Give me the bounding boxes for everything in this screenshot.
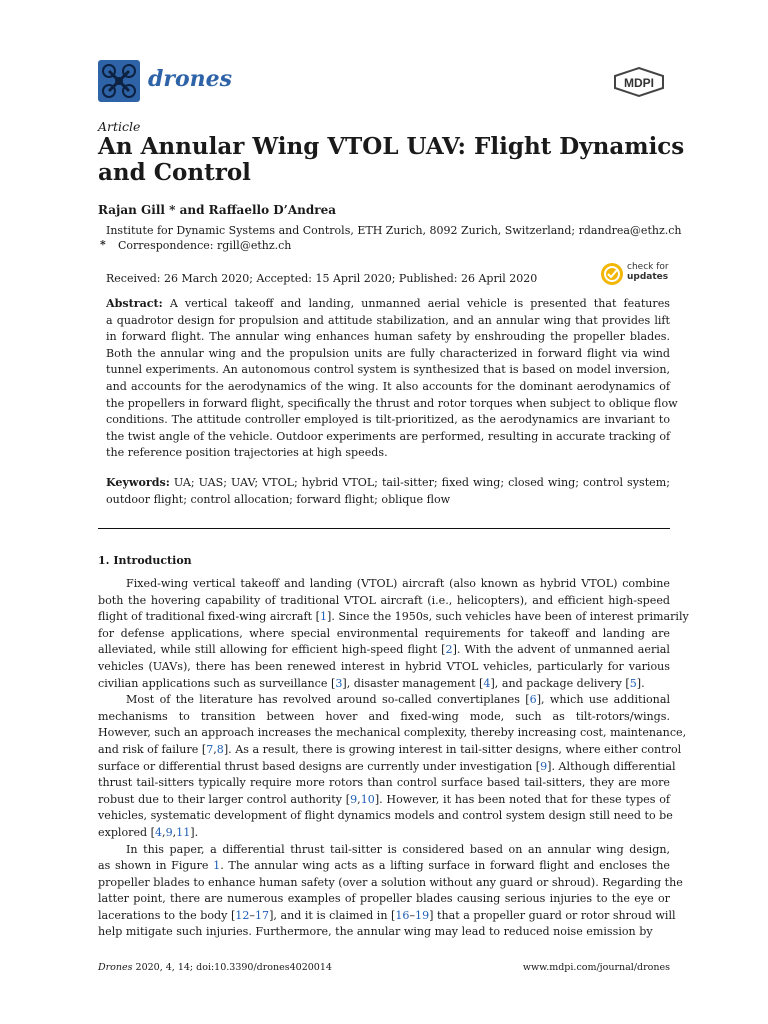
footer-url[interactable]: www.mdpi.com/journal/drones bbox=[522, 962, 670, 973]
mdpi-logo-text: MDPI bbox=[624, 76, 654, 90]
abstract-text: the propellers in forward flight, specifically the thrust and rotor torques when subject to oblique flow bbox=[106, 396, 678, 410]
citation-link[interactable]: 4 bbox=[483, 676, 491, 690]
citation-link[interactable]: 1 bbox=[319, 610, 327, 624]
publication-dates: Received: 26 March 2020; Accepted: 15 April 2020; Published: 26 April 2020 bbox=[106, 272, 538, 285]
body-text: ]. However, it has been noted that for these types of bbox=[374, 792, 670, 806]
body-text: Most of the literature has revolved around so-called convertiplanes [ bbox=[126, 693, 530, 707]
body-text: . The annular wing acts as a lifting surface in forward flight and encloses the bbox=[220, 859, 670, 873]
abstract-text: and accounts for the aerodynamics of the wing. It also accounts for the dominant aerodynamics of bbox=[106, 379, 670, 393]
body-text: lacerations to the body [ bbox=[98, 908, 236, 922]
abstract-text: the reference position trajectories at high speeds. bbox=[106, 446, 388, 460]
body-text: ], disaster management [ bbox=[342, 676, 484, 690]
body-text: , bbox=[213, 742, 217, 756]
article-type: Article bbox=[98, 119, 141, 134]
body-text: mechanisms to transition between hover and fixed-wing mode, such as tilt-rotors/wings. bbox=[98, 709, 670, 723]
body-text: for defense applications, where special environmental requirements for takeoff and landing are bbox=[98, 626, 670, 640]
footer-citation-text: 2020, 4, 14; doi:10.3390/drones4020014 bbox=[135, 962, 332, 973]
citation-link[interactable]: 17 bbox=[254, 908, 270, 922]
body-line bbox=[98, 808, 673, 825]
body-text: In this paper, a differential thrust tail-sitter is considered based on an annular wing design, bbox=[126, 842, 670, 856]
body-text: , bbox=[172, 825, 177, 839]
body-line bbox=[98, 692, 670, 709]
body-line bbox=[98, 742, 682, 759]
body-paragraph bbox=[98, 842, 683, 942]
abstract-text: a quadrotor design for propulsion and attitude stabilization, and an annular wing that provides lift bbox=[106, 313, 670, 327]
body-line bbox=[98, 725, 687, 742]
citation-link[interactable]: 1 bbox=[213, 859, 221, 873]
body-text: , bbox=[357, 792, 361, 806]
body-text: , bbox=[162, 825, 166, 839]
keywords-label: Keywords: bbox=[106, 476, 170, 489]
body-paragraph bbox=[98, 576, 689, 692]
keywords-text: outdoor flight; control allocation; forward flight; oblique flow bbox=[106, 492, 451, 506]
affiliation: Institute for Dynamic Systems and Controls, ETH Zurich, 8092 Zurich, Switzerland; rdandrea@ethz.ch bbox=[106, 224, 682, 237]
abstract-line bbox=[106, 429, 670, 446]
abstract-text: Both the annular wing and the propulsion units are fully characterized in forward flight via wind bbox=[106, 346, 670, 360]
citation-link[interactable]: 4 bbox=[154, 825, 163, 839]
body-text: latter point, there are numerous examples of propeller blades causing serious injuries to the eye or bbox=[98, 892, 670, 906]
body-line bbox=[98, 842, 670, 859]
body-text: ], which use additional bbox=[536, 693, 670, 707]
body-text: ] that a propeller guard or rotor shroud will bbox=[429, 908, 676, 922]
body-text: as shown in Figure bbox=[98, 859, 214, 873]
citation-link[interactable]: 6 bbox=[529, 693, 537, 707]
body-text: Fixed-wing vertical takeoff and landing (VTOL) aircraft (also known as hybrid VTOL) combine bbox=[126, 577, 670, 590]
abstract-label: Abstract: bbox=[106, 297, 163, 310]
body-text: civilian applications such as surveillance [ bbox=[98, 676, 336, 690]
abstract-line bbox=[106, 412, 670, 429]
body-line bbox=[98, 825, 670, 842]
body-line bbox=[98, 891, 670, 908]
body-text: ], and it is claimed in [ bbox=[269, 908, 396, 922]
body-line bbox=[98, 642, 670, 659]
body-text: ]. As a result, there is growing interest in tail-sitter designs, where either control bbox=[223, 742, 682, 756]
correspondence: Correspondence: rgill@ethz.ch bbox=[118, 239, 292, 252]
keywords-text: UA; UAS; UAV; VTOL; hybrid VTOL; tail-sitter; fixed wing; closed wing; control system; bbox=[173, 476, 670, 489]
introduction-body bbox=[98, 576, 689, 941]
footer-citation bbox=[98, 962, 332, 973]
body-text: ]. bbox=[190, 825, 199, 839]
check-updates-icon bbox=[600, 262, 624, 286]
body-text: and risk of failure [ bbox=[98, 742, 207, 756]
citation-link[interactable]: 9 bbox=[165, 825, 173, 839]
abstract-line bbox=[106, 445, 670, 462]
citation-link[interactable]: 5 bbox=[629, 676, 637, 690]
body-text: ]. bbox=[636, 676, 645, 690]
body-line bbox=[98, 858, 670, 875]
body-line bbox=[98, 759, 676, 776]
correspondence-marker: * bbox=[100, 238, 106, 251]
body-line bbox=[98, 709, 670, 726]
body-line bbox=[98, 626, 670, 643]
body-line bbox=[98, 924, 670, 941]
citation-link[interactable]: 16 bbox=[395, 908, 410, 922]
body-text: thrust tail-sitters typically require more rotors than control surface based tail-sitters, they are more bbox=[98, 776, 670, 790]
abstract-text: conditions. The attitude controller employed is tilt-prioritized, as the aerodynamics are invariant to bbox=[106, 413, 670, 427]
body-line bbox=[98, 659, 670, 676]
divider bbox=[98, 528, 670, 529]
body-text: alleviated, while still allowing for efficient high-speed flight [ bbox=[98, 643, 446, 657]
citation-link[interactable]: 2 bbox=[445, 643, 453, 657]
abstract-text: A vertical takeoff and landing, unmanned aerial vehicle is presented that features bbox=[169, 297, 670, 310]
body-text: – bbox=[409, 908, 416, 922]
abstract-line bbox=[106, 396, 678, 413]
abstract-text: tunnel experiments. An autonomous control system is synthesized that is based on model inversion, bbox=[106, 363, 670, 377]
body-text: ]. With the advent of unmanned aerial bbox=[452, 643, 670, 657]
body-line bbox=[98, 775, 670, 792]
abstract-line bbox=[106, 362, 670, 379]
body-text: ]. Although differential bbox=[547, 759, 676, 773]
author-list: Rajan Gill * and Raffaello D’Andrea bbox=[98, 203, 336, 217]
body-text: ]. Since the 1950s, such vehicles have been of interest primarily bbox=[327, 610, 689, 624]
abstract-line bbox=[106, 379, 670, 396]
paper-title: An Annular Wing VTOL UAV: Flight Dynamics and Control bbox=[98, 133, 685, 186]
body-text: surface or differential thrust based designs are currently under investigation [ bbox=[98, 759, 541, 773]
body-paragraph bbox=[98, 692, 687, 841]
body-text: help mitigate such injuries. Furthermore, the annular wing may lead to reduced noise emission by bbox=[98, 925, 653, 939]
keywords-line bbox=[106, 492, 670, 509]
journal-logo-icon bbox=[98, 60, 140, 102]
citation-link[interactable]: 9 bbox=[540, 759, 548, 773]
body-line bbox=[98, 908, 676, 925]
citation-link[interactable]: 9 bbox=[350, 792, 358, 806]
body-text: robust due to their larger control authority [ bbox=[98, 792, 351, 806]
citation-link[interactable]: 7 bbox=[206, 742, 214, 756]
body-text: – bbox=[249, 908, 255, 922]
body-text: However, such an approach increases the mechanical complexity, thereby increasing cost, maintenance, bbox=[98, 726, 687, 740]
body-line bbox=[98, 676, 670, 693]
body-line bbox=[98, 593, 670, 610]
body-text: flight of traditional fixed-wing aircraft [ bbox=[98, 610, 320, 624]
citation-link[interactable]: 12 bbox=[235, 908, 250, 922]
abstract-line bbox=[106, 296, 670, 313]
check-updates-label-bold: updates bbox=[627, 272, 669, 282]
keywords bbox=[106, 475, 670, 508]
citation-link[interactable]: 10 bbox=[360, 792, 375, 806]
keywords-line bbox=[106, 475, 670, 492]
abstract-text: the twist angle of the vehicle. Outdoor experiments are performed, resulting in accurate tracking of bbox=[106, 429, 671, 443]
abstract-line bbox=[106, 329, 670, 346]
body-text: ], and package delivery [ bbox=[490, 676, 630, 690]
body-line bbox=[98, 609, 689, 626]
citation-link[interactable]: 19 bbox=[415, 908, 430, 922]
section-heading: 1. Introduction bbox=[98, 554, 192, 567]
footer-journal: Drones bbox=[98, 962, 133, 973]
check-updates-label: check for bbox=[627, 262, 669, 272]
check-for-updates-badge[interactable] bbox=[600, 260, 672, 288]
body-text: both the hovering capability of traditional VTOL aircraft (i.e., helicopters), and efficient high-speed bbox=[98, 593, 670, 607]
abstract-line bbox=[106, 346, 670, 363]
journal-name[interactable]: drones bbox=[148, 66, 233, 92]
body-line bbox=[98, 576, 670, 593]
abstract-text: in forward flight. The annular wing enhances human safety by enshrouding the propeller blades. bbox=[106, 330, 670, 344]
body-text: propeller blades to enhance human safety (over a solution without any guard or shroud). Regarding the bbox=[98, 875, 683, 889]
abstract bbox=[106, 296, 678, 462]
citation-link[interactable]: 8 bbox=[216, 742, 224, 756]
citation-link[interactable]: 3 bbox=[335, 676, 343, 690]
mdpi-logo bbox=[611, 66, 667, 98]
citation-link[interactable]: 11 bbox=[176, 825, 191, 839]
body-text: explored [ bbox=[98, 825, 155, 839]
body-text: vehicles, systematic development of flight dynamics models and control system design still need to be bbox=[98, 809, 673, 823]
body-text: vehicles (UAVs), there has been renewed interest in hybrid VTOL vehicles, particularly for various bbox=[98, 659, 670, 673]
abstract-line bbox=[106, 313, 670, 330]
body-line bbox=[98, 792, 670, 809]
body-line bbox=[98, 875, 683, 892]
